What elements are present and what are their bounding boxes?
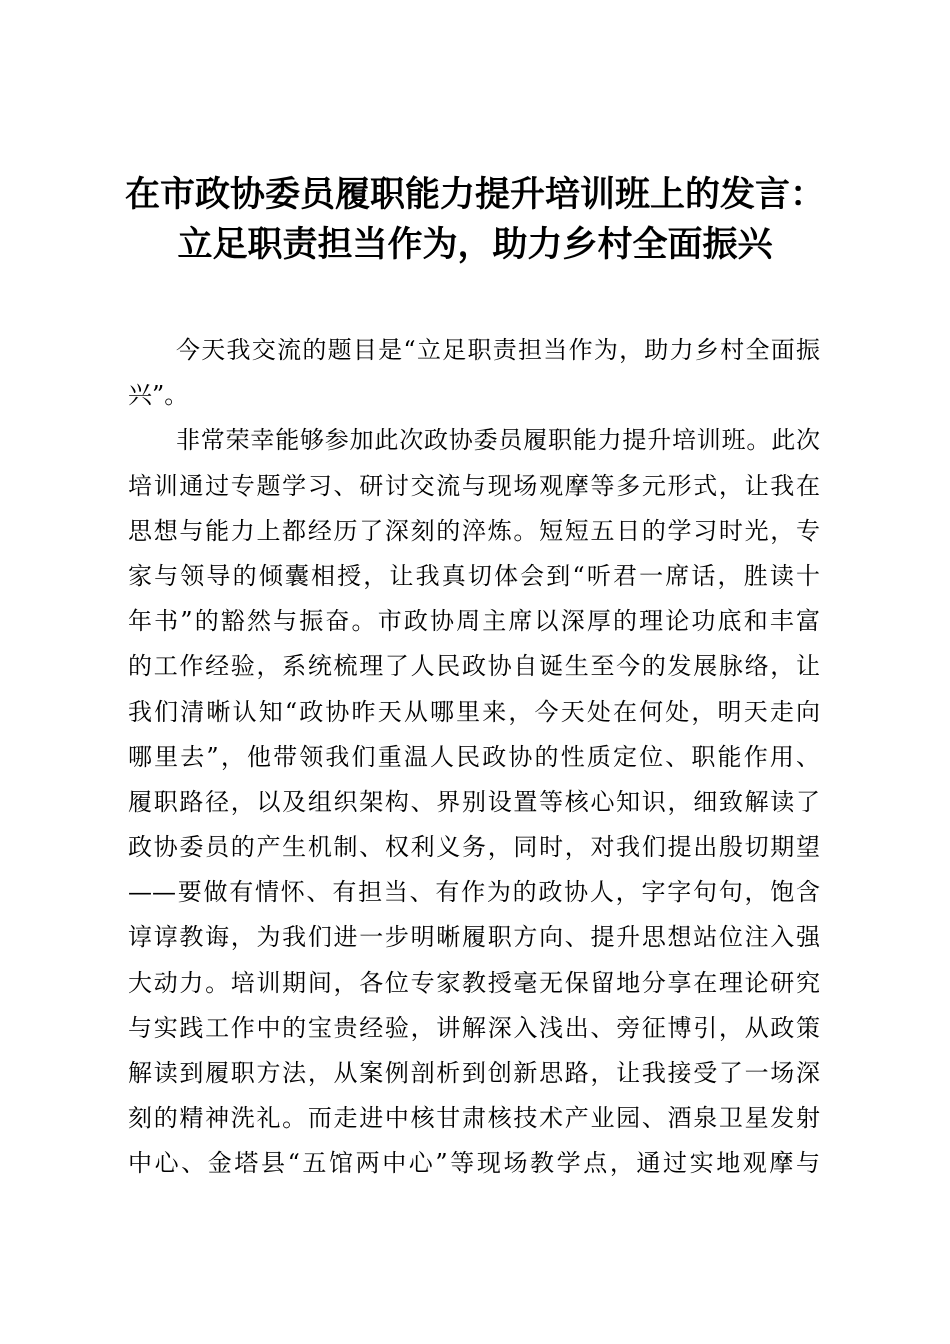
paragraph-line: 解读到履职方法，从案例剖析到创新思路，让我接受了一场深 <box>128 1059 820 1087</box>
paragraph-line: 非常荣幸能够参加此次政协委员履职能力提升培训班。此次 <box>176 426 820 455</box>
document-title-line-2: 立足职责担当作为，助力乡村全面振兴 <box>177 224 773 265</box>
paragraph-line: 履职路径，以及组织架构、界别设置等核心知识，细致解读了 <box>128 787 820 816</box>
paragraph-line: 谆谆教诲，为我们进一步明晰履职方向、提升思想站位注入强 <box>128 923 820 952</box>
paragraph-line: 培训通过专题学习、研讨交流与现场观摩等多元形式，让我在 <box>128 471 820 500</box>
paragraph-line: 刻的精神洗礼。而走进中核甘肃核技术产业园、酒泉卫星发射 <box>128 1104 820 1133</box>
document-body <box>128 328 820 1187</box>
paragraph-line: ——要做有情怀、有担当、有作为的政协人，字字句句，饱含 <box>128 878 820 907</box>
paragraph-line: 大动力。培训期间，各位专家教授毫无保留地分享在理论研究 <box>128 968 820 997</box>
paragraph <box>128 418 820 1186</box>
paragraph <box>128 328 820 418</box>
document-title-line-1: 在市政协委员履职能力提升培训班上的发言： <box>124 174 825 215</box>
paragraph-line: 年书”的豁然与振奋。市政协周主席以深厚的理论功底和丰富 <box>128 607 820 636</box>
paragraph-line: 今天我交流的题目是“立足职责担当作为，助力乡村全面振 <box>176 336 820 364</box>
paragraph-line: 的工作经验，系统梳理了人民政协自诞生至今的发展脉络，让 <box>128 652 820 681</box>
paragraph-line: 我们清晰认知“政协昨天从哪里来，今天处在何处，明天走向 <box>128 697 820 726</box>
paragraph-line: 中心、金塔县“五馆两中心”等现场教学点，通过实地观摩与 <box>128 1149 820 1178</box>
paragraph-line: 政协委员的产生机制、权利义务，同时，对我们提出殷切期望 <box>128 833 820 862</box>
paragraph-line: 思想与能力上都经历了深刻的淬炼。短短五日的学习时光，专 <box>128 516 820 545</box>
paragraph-line: 兴”。 <box>128 381 189 410</box>
paragraph-line: 哪里去”，他带领我们重温人民政协的性质定位、职能作用、 <box>128 742 820 771</box>
paragraph-line: 与实践工作中的宝贵经验，讲解深入浅出、旁征博引，从政策 <box>128 1013 820 1042</box>
paragraph-line: 家与领导的倾囊相授，让我真切体会到“听君一席话，胜读十 <box>128 561 820 590</box>
